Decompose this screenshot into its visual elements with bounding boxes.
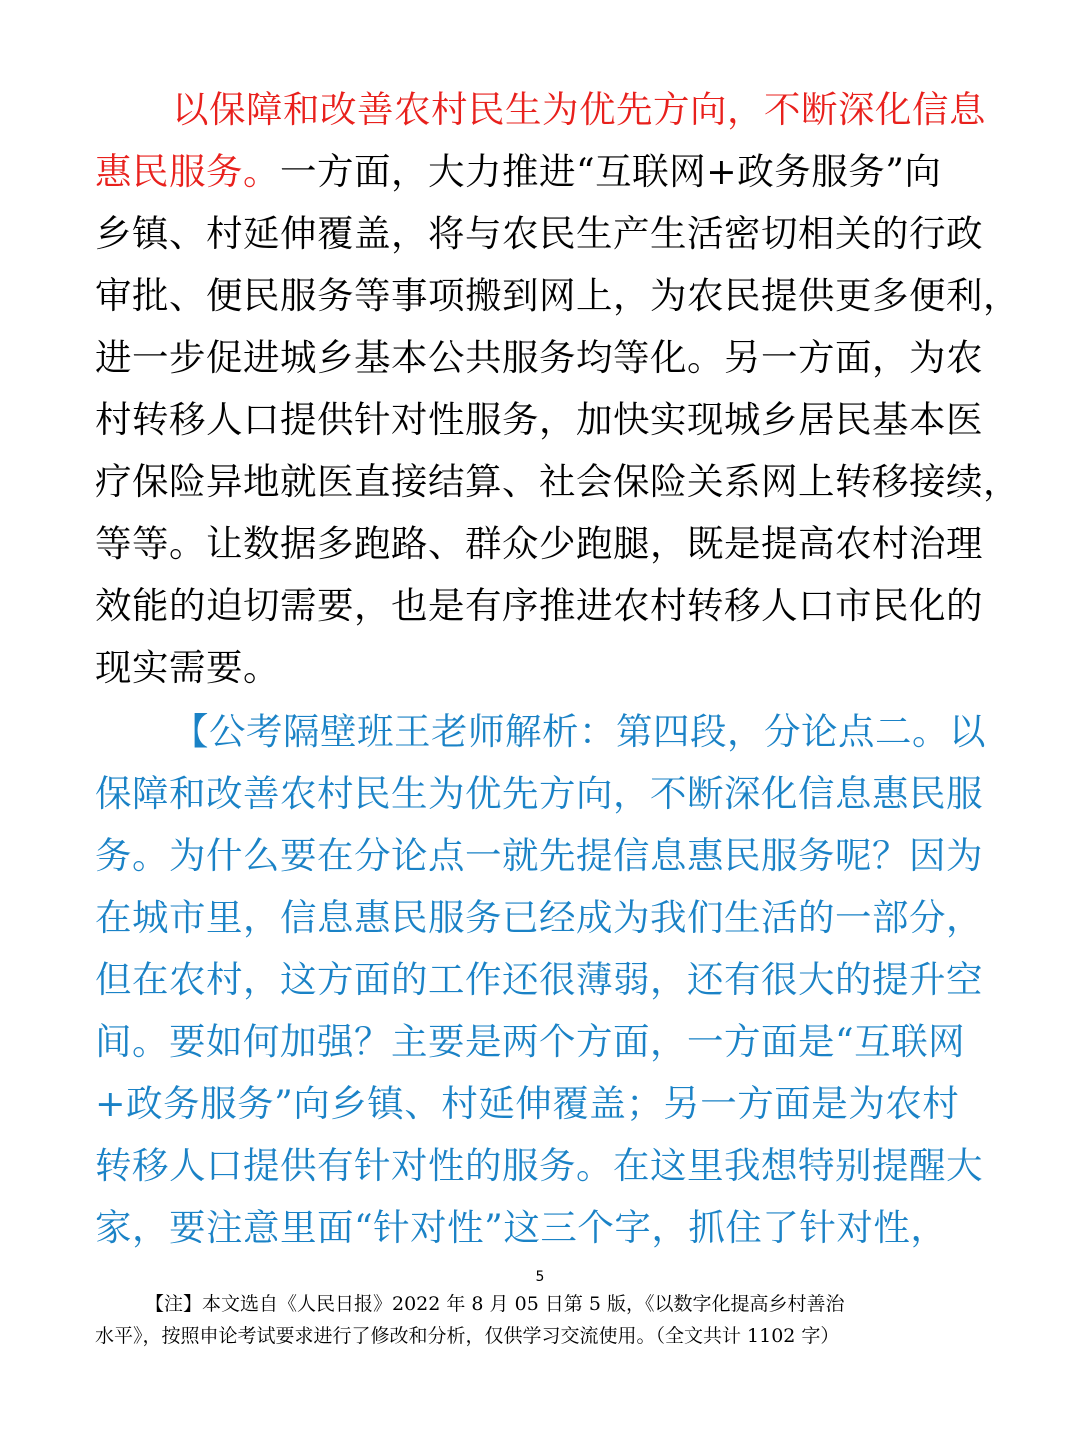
paragraph-line: 以保障和改善农村民生为优先方向，不断深化信息 bbox=[172, 88, 986, 131]
footnote-line: 【注】本文选自《人民日报》2022 年 8 月 05 日第 5 版，《以数字化提高乡村善治 bbox=[145, 1293, 845, 1315]
analysis-line: +政务服务”向乡镇、村延伸覆盖；另一方面是为农村 bbox=[95, 1082, 960, 1125]
analysis-line: 保障和改善农村民生为优先方向，不断深化信息惠民服 bbox=[95, 772, 983, 815]
highlight-text: 惠民服务。 bbox=[95, 150, 280, 193]
paragraph-line: 疗保险异地就医直接结算、社会保险关系网上转移接续， bbox=[95, 460, 1020, 503]
paragraph-line: 审批、便民服务等事项搬到网上，为农民提供更多便利， bbox=[95, 274, 1020, 317]
body-text: 一方面，大力推进“互联网+政务服务”向 bbox=[280, 150, 942, 193]
analysis-line: 但在农村，这方面的工作还很薄弱，还有很大的提升空 bbox=[95, 958, 983, 1001]
paragraph-line: 进一步促进城乡基本公共服务均等化。另一方面，为农 bbox=[95, 336, 983, 379]
paragraph-line: 效能的迫切需要，也是有序推进农村转移人口市民化的 bbox=[95, 584, 983, 627]
analysis-line: 务。为什么要在分论点一就先提信息惠民服务呢？因为 bbox=[95, 834, 983, 877]
page-number: 5 bbox=[535, 1269, 545, 1285]
footnote-line: 水平》，按照申论考试要求进行了修改和分析，仅供学习交流使用。（全文共计 1102 字） bbox=[95, 1325, 840, 1347]
paragraph-line: 村转移人口提供针对性服务，加快实现城乡居民基本医 bbox=[95, 398, 983, 441]
paragraph-line bbox=[0, 144, 1080, 200]
analysis-line: 家，要注意里面“针对性”这三个字，抓住了针对性， bbox=[95, 1206, 948, 1249]
paragraph-line: 现实需要。 bbox=[95, 646, 280, 689]
analysis-line: 转移人口提供有针对性的服务。在这里我想特别提醒大 bbox=[95, 1144, 983, 1187]
analysis-line: 间。要如何加强？主要是两个方面，一方面是“互联网 bbox=[95, 1020, 966, 1063]
paragraph-line: 等等。让数据多跑路、群众少跑腿，既是提高农村治理 bbox=[95, 522, 983, 565]
paragraph-line: 乡镇、村延伸覆盖，将与农民生产生活密切相关的行政 bbox=[95, 212, 983, 255]
analysis-line: 在城市里，信息惠民服务已经成为我们生活的一部分， bbox=[95, 896, 983, 939]
analysis-line: 【公考隔壁班王老师解析：第四段，分论点二。以 bbox=[172, 710, 986, 753]
